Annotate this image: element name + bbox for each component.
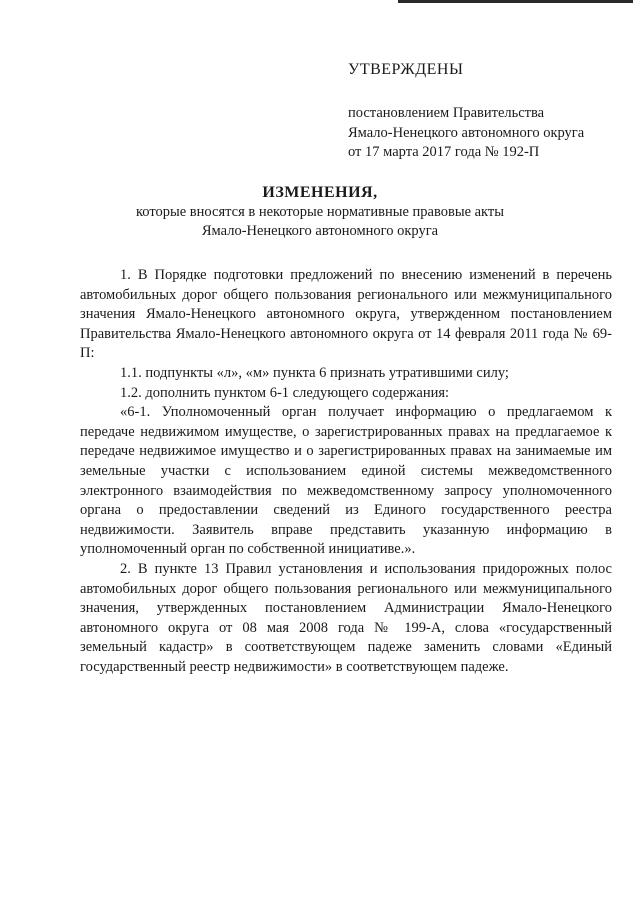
document-title: ИЗМЕНЕНИЯ, <box>262 184 378 201</box>
document-subtitle-line: которые вносятся в некоторые нормативные правовые акты <box>135 204 504 220</box>
paragraph-item-6-1: «6-1. Уполномоченный орган получает информацию о предлагаемом к передаче недвижимом имуществе, о зарегистрированных правах на предлагаемое к передаче недвижимое имущество и о зарегистрированных правах на занимаемые им земельные участки с использованием единой системы межведомственного электронного взаимодействия по межведомственному запросу уполномоченного органа о предоставлении сведений из Единого государственного реестра недвижимости. Заявитель вправе представить указанную информацию в уполномоченный орган по собственной инициативе.». <box>80 404 612 558</box>
paragraph-item-1-2: 1.2. дополнить пунктом 6-1 следующего содержания: <box>120 384 450 401</box>
approval-title: УТВЕРЖДЕНЫ <box>348 61 464 78</box>
document-heading <box>0 183 640 241</box>
approval-line: Ямало-Ненецкого автономного округа <box>348 124 585 141</box>
approval-block <box>348 60 628 163</box>
document-subtitle-line: Ямало-Ненецкого автономного округа <box>201 223 439 239</box>
approval-line: постановлением Правительства <box>348 105 545 121</box>
paragraph-item-1-1: 1.1. подпункты «л», «м» пункта 6 признать утратившими силу; <box>120 364 509 381</box>
paragraph-item-2: 2. В пункте 13 Правил установления и использования придорожных полос автомобильных дорог общего пользования регионального или межмуниципального значения, утвержденных постановлением Администрации Ямало-Ненецкого автономного округа от 08 мая 2008 года № 199-А, слова «государственный земельный кадастр» в соответствующем падеже заменить словами «Единый государственный реестр недвижимости» в соответствующем падеже. <box>80 560 612 675</box>
approval-line: от 17 марта 2017 года № 192-П <box>348 144 540 160</box>
scan-edge-mark <box>398 0 633 3</box>
paragraph-item-1: 1. В Порядке подготовки предложений по внесению изменений в перечень автомобильных дорог общего пользования регионального или межмуниципального значения Ямало-Ненецкого автономного округа, утвержденном постановлением Правительства Ямало-Ненецкого автономного округа от 14 февраля 2011 года № 69-П: <box>80 267 612 362</box>
document-body <box>80 266 612 677</box>
